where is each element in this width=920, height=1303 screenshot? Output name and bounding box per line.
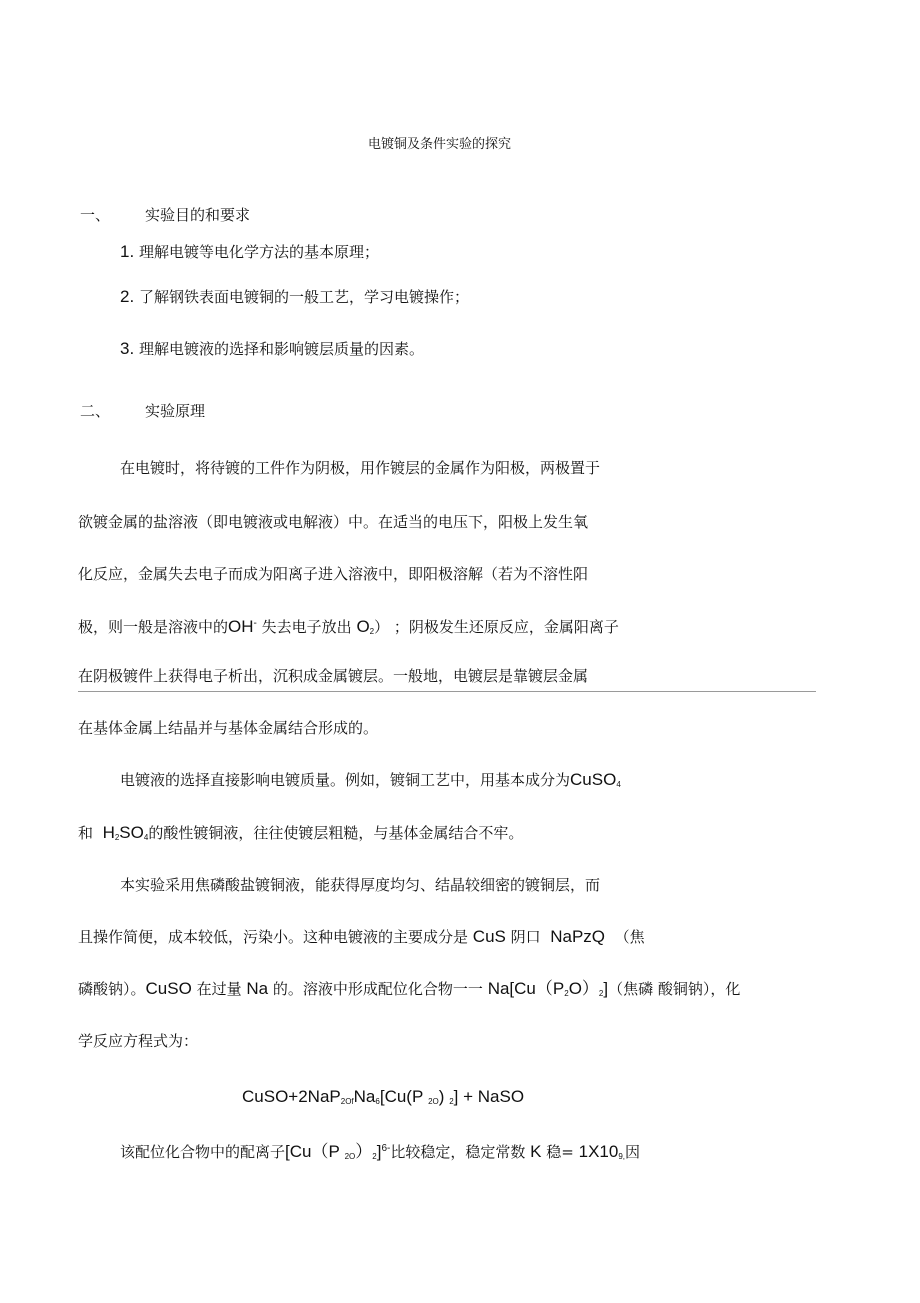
formula-complex: Na[Cu（P [487,979,565,998]
formula-part: SO [119,823,144,842]
text-run: （焦磷 酸铜钠），化 [608,980,741,998]
formula-cus: CuS [472,927,506,946]
section-2-heading: 实验原理 [145,402,206,420]
text-run: 因 [625,1143,641,1161]
subscript: 6 [375,1097,380,1106]
text-run: 阴口 [510,928,541,946]
formula-cuso4: CuSO [570,770,617,789]
text-run: 且操作简便，成本较低，污染小。这种电镀液的主要成分是 [78,928,469,946]
superscript: 6- [381,1143,391,1154]
horizontal-rule [78,691,816,692]
paragraph-line [78,614,619,642]
subscript: 2 [114,833,120,842]
text-run: 在过量 [196,980,242,998]
subscript: 4 [143,833,149,842]
chemical-equation [242,1087,524,1112]
paragraph-line: 欲镀金属的盐溶液（即电镀液或电解液）中。在适当的电压下，阳极上发生氧 [78,513,589,531]
section-1-number: 一、 [80,206,111,224]
formula-cuso: CuSO [145,979,192,998]
formula-part: [Cu(P [379,1087,424,1106]
text-run: 的。溶液中形成配位化合物一一 [272,980,483,998]
list-item [120,339,424,359]
list-item-number: 3. [120,339,135,358]
subscript: 2 [564,989,569,998]
formula-o2: O [356,617,370,636]
formula-part: ) [438,1087,445,1106]
list-item-text: 了解钢铁表面电镀铜的一般工艺，学习电镀操作； [138,288,469,306]
text-run: 和 [78,824,94,842]
formula-oh: OH [228,617,254,636]
formula-part: O） [568,979,599,998]
paragraph-line [120,1139,640,1167]
subscript: 4 [616,780,621,789]
text-run: ） ；阴极发生还原反应，金属阳离子 [374,618,619,636]
formula-part: K [530,1142,542,1161]
formula-part: ] + NaSO [453,1087,525,1106]
formula-h2so4: H [102,823,115,842]
text-run: 比较稳定，稳定常数 [390,1143,526,1161]
formula-napzq: NaPzQ [550,927,606,946]
subscript: 2O [428,1097,439,1106]
formula-part: Na [353,1087,376,1106]
text-run: 极，则一般是溶液中的 [78,618,229,636]
subscript: 9, [618,1152,626,1161]
text-run: 的酸性镀铜液，往往使镀层粗糙，与基体金属结合不牢。 [148,824,524,842]
text-run: （焦 [614,928,645,946]
paragraph-line: 本实验采用焦磷酸盐镀铜液，能获得厚度均匀、结晶较细密的镀铜层，而 [120,876,601,894]
document-title: 电镀铜及条件实验的探究 [368,137,512,152]
formula-part: ] [376,1142,382,1161]
list-item-text: 理解电镀液的选择和影响镀层质量的因素。 [138,340,424,358]
text-run: 失去电子放出 [261,618,352,636]
paragraph-line [120,770,621,795]
list-item [120,242,379,262]
section-1-heading: 实验目的和要求 [145,206,251,224]
text-run: 电镀液的选择直接影响电镀质量。例如，镀铜工艺中，用基本成分为 [120,771,571,789]
paragraph-line [78,927,645,947]
formula-part: 1X10 [578,1142,619,1161]
subscript: 2 [369,627,375,636]
subscript: 2Of [340,1097,354,1106]
paragraph-line: 化反应，金属失去电子而成为阳离子进入溶液中，即阳极溶解（若为不溶性阳 [78,565,589,583]
subscript: 2 [598,989,604,998]
formula-part: ） [355,1142,373,1161]
text-run: 磷酸钠）。 [78,980,146,998]
paragraph-line: 在基体金属上结晶并与基体金属结合形成的。 [78,719,379,737]
section-2-number: 二、 [80,402,111,420]
paragraph-line: 学反应方程式为： [78,1032,199,1050]
subscript: 2 [449,1097,454,1106]
formula-part: ] [603,979,609,998]
subscript: 2O [344,1152,356,1161]
list-item-text: 理解电镀等电化学方法的基本原理； [138,243,379,261]
text-run: 稳= [546,1143,574,1161]
subscript: 2 [372,1152,377,1161]
text-run: 该配位化合物中的配离子 [120,1143,286,1161]
paragraph-line [78,979,740,1004]
paragraph-line [78,823,523,848]
paragraph-line: 在电镀时，将待镀的工件作为阴极，用作镀层的金属作为阳极，两极置于 [120,459,601,477]
paragraph-line: 在阴极镀件上获得电子析出，沉积成金属镀层。一般地，电镀层是靠镀层金属 [78,667,589,685]
formula-na: Na [246,979,269,998]
list-item [120,287,469,307]
formula-part: [Cu（P [285,1142,340,1161]
superscript: - [253,618,257,629]
list-item-number: 2. [120,287,135,306]
formula-part: CuSO+2NaP [242,1087,341,1106]
list-item-number: 1. [120,242,135,261]
